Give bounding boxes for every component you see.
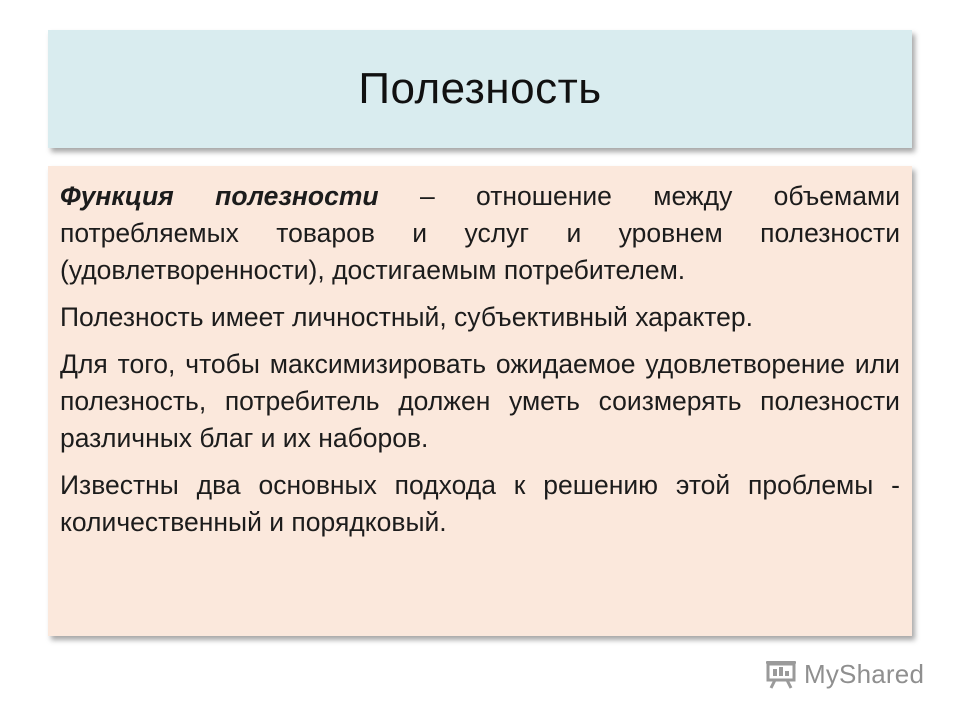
paragraph-two-approaches: Известны два основных подхода к решению этой проблемы - количественный и порядковый. <box>60 470 900 537</box>
watermark-text: MyShared <box>804 658 925 689</box>
presentation-board-icon <box>764 658 798 690</box>
definition-text: – отношение между объемами потребляемых товаров и услуг и уровнем полезности (удовлетворенности), достигаемым потребителем. <box>60 181 900 285</box>
term-utility-function: Функция полезности <box>60 181 379 211</box>
paragraph-maximize-utility: Для того, чтобы максимизировать ожидаемое удовлетворение или полезность, потребитель должен уметь соизмерять полезности различных благ и их наборов. <box>60 349 900 453</box>
watermark <box>764 656 924 692</box>
slide-title-box <box>48 30 912 148</box>
paragraph-personal-character: Полезность имеет личностный, субъективный характер. <box>60 302 753 332</box>
slide-content-box <box>48 166 912 636</box>
paragraph-definition <box>60 178 900 289</box>
slide-title: Полезность <box>358 64 602 113</box>
